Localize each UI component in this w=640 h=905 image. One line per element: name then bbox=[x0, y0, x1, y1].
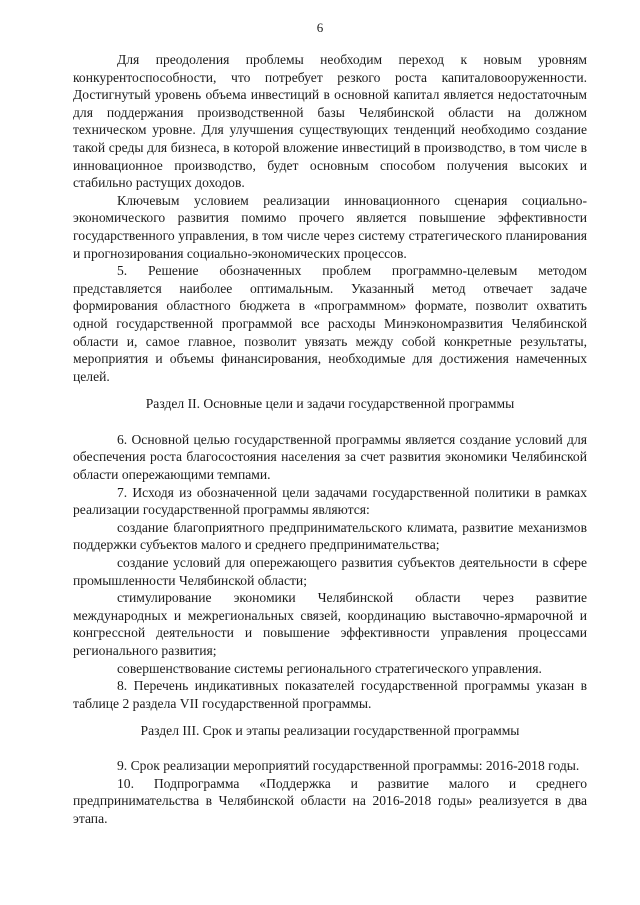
paragraph-9: 9. Срок реализации мероприятий государственной программы: 2016-2018 годы. bbox=[117, 757, 580, 773]
task-item-international-relations: стимулирование экономики Челябинской области через развитие международных и межрегиональных связей, координацию выставочно-ярмарочной и конгрессной деятельности и повышение эффективности управления процессами регионального развития; bbox=[73, 590, 587, 658]
paragraph-modernization: Для преодоления проблемы необходим переход к новым уровням конкурентоспособности, что потребует резкого роста капиталовооруженности. Достигнутый уровень объема инвестиций в основной капитал является недостаточным для поддержания производственной базы Челябинской области на должном техническом уровне. Для улучшения существующих тенденций необходимо создание такой среды для бизнеса, в которой вложение инвестиций в производство, в том числе в инновационное производство, будет основным способом получения высоких и стабильно растущих доходов. bbox=[73, 52, 587, 191]
task-item-strategic-management: совершенствование системы регионального стратегического управления. bbox=[117, 660, 542, 676]
task-item-industry: создание условий для опережающего развития субъектов деятельности в сфере промышленности Челябинской области; bbox=[73, 555, 587, 588]
section-3-heading: Раздел III. Срок и этапы реализации государственной программы bbox=[140, 723, 520, 739]
paragraph-key-condition: Ключевым условием реализации инновационного сценария социально-экономического развития помимо прочего является повышение эффективности государственного управления, в том числе через систему стратегического планирования и прогнозирования социально-экономических процессов. bbox=[73, 192, 587, 261]
paragraph-6: 6. Основной целью государственной программы является создание условий для обеспечения роста благосостояния населения за счет развития экономики Челябинской области опережающими темпами. bbox=[73, 431, 587, 483]
paragraph-5: 5. Решение обозначенных проблем программно-целевым методом представляется наиболее оптимальным. Указанный метод отвечает задаче формирования областного бюджета в «программном» формате, позволит охватить одной государственной программой все расходы Минэкономразвития Челябинской области и, самое главное, позволит увязать между собой конкретные результаты, мероприятия и объемы финансирования, необходимые для достижения намеченных целей. bbox=[73, 263, 587, 384]
document-body bbox=[73, 51, 587, 827]
paragraph-7: 7. Исходя из обозначенной цели задачами государственной политики в рамках реализации государственной программы являются: bbox=[73, 484, 587, 518]
task-item-business-climate: создание благоприятного предпринимательского климата, развитие механизмов поддержки субъектов малого и среднего предпринимательства; bbox=[73, 519, 587, 553]
paragraph-10: 10. Подпрограмма «Поддержка и развитие малого и среднего предпринимательства в Челябинской области на 2016-2018 годы» реализуется в два этапа. bbox=[73, 775, 587, 826]
section-2-heading: Раздел II. Основные цели и задачи государственной программы bbox=[145, 396, 515, 412]
page-number: 6 bbox=[316, 20, 324, 35]
paragraph-8: 8. Перечень индикативных показателей государственной программы указан в таблице 2 раздела VII государственной программы. bbox=[73, 678, 587, 711]
